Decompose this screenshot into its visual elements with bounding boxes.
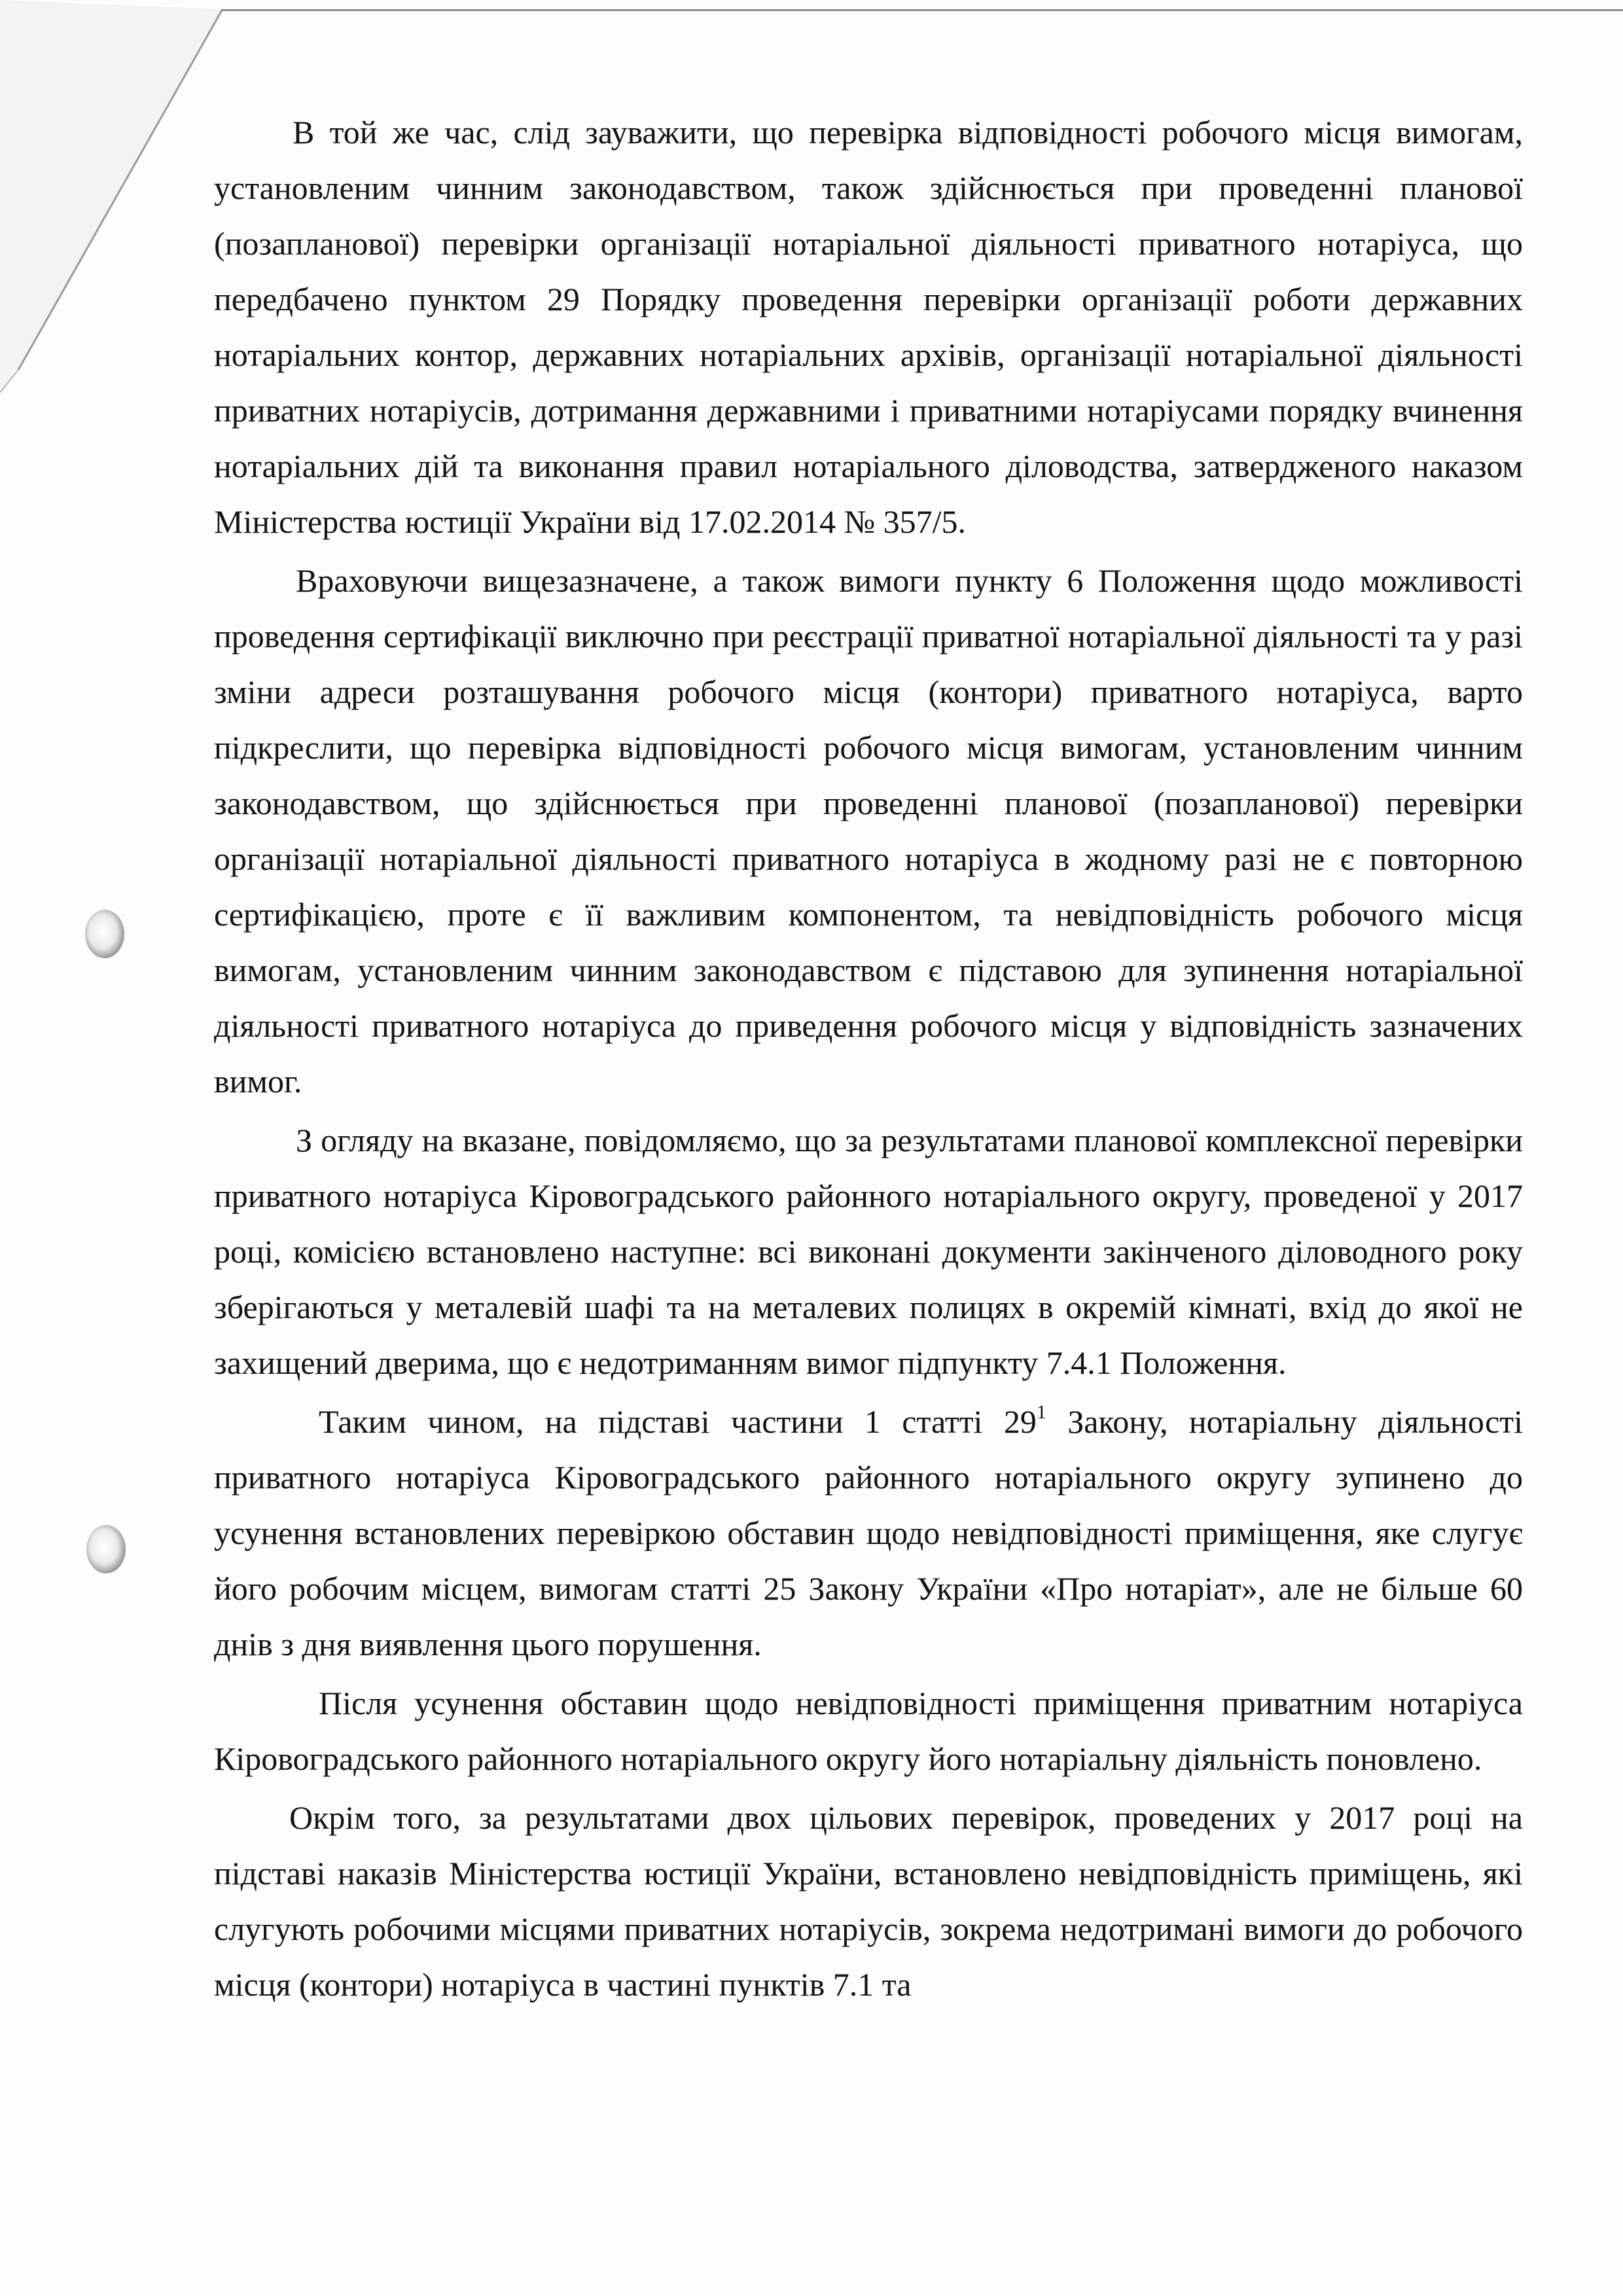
paragraph: В той же час, слід зауважити, що перевірка відповідності робочого місця вимогам, установленим чинним законодавством, також здійснюється при проведенні планової (позапланової) перевірки організації нотаріальної діяльності приватного нотаріуса, що передбачено пунктом 29 Порядку проведення перевірки організації роботи державних нотаріальних контор, державних нотаріальних архівів, організації нотаріальної діяльності приватних нотаріусів, дотримання державними і приватними нотаріусами порядку вчинення нотаріальних дій та виконання правил нотаріального діловодства, затвердженого наказом Міністерства юстиції України від 17.02.2014 № 357/5. [214,114,1523,540]
page-top-edge [223,9,1623,11]
punch-hole-lower [86,1525,126,1573]
paragraph: Після усунення обставин щодо невідповідності приміщення приватним нотаріуса Кіровоградського районного нотаріального округу його нотаріальну діяльність поновлено. [214,1685,1523,1777]
superscript-index: 1 [1036,1401,1046,1424]
document-body [214,105,1523,2013]
paragraph: Окрім того, за результатами двох цільових перевірок, проведених у 2017 році на підставі наказів Міністерства юстиції України, встановлено невідповідність приміщень, які слугують робочими місцями приватних нотаріусів, зокрема недотримані вимоги до робочого місця (контори) нотаріуса в частині пунктів 7.1 та [214,1799,1523,2003]
paragraph: З огляду на вказане, повідомляємо, що за результатами планової комплексної перевірки приватного нотаріуса Кіровоградського районного нотаріального округу, проведеної у 2017 році, комісією встановлено наступне: всі виконані документи закінченого діловодного року зберігаються у металевій шафі та на металевих полицях в окремій кімнаті, вхід до якої не захищений дверима, що є недотриманням вимог підпункту 7.4.1 Положення. [214,1122,1523,1381]
paragraph: Враховуючи вищезазначене, а також вимоги пункту 6 Положення щодо можливості проведення сертифікації виключно при реєстрації приватної нотаріальної діяльності та у разі зміни адреси розташування робочого місця (контори) приватного нотаріуса, варто підкреслити, що перевірка відповідності робочого місця вимогам, установленим чинним законодавством, що здійснюється при проведенні планової (позапланової) перевірки організації нотаріальної діяльності приватного нотаріуса в жодному разі не є повторною сертифікацією, проте є її важливим компонентом, та невідповідність робочого місця вимогам, установленим чинним законодавством є підставою для зупинення нотаріальної діяльності приватного нотаріуса до приведення робочого місця у відповідність зазначених вимог. [214,562,1523,1100]
folded-corner [0,0,236,393]
paragraph-text: Закону, нотаріальну діяльності приватного нотаріуса Кіровоградського районного нотаріального округу зупинено до усунення встановлених перевіркою обставин щодо невідповідності приміщення, яке слугує його робочим місцем, вимогам статті 25 Закону України «Про нотаріат», але не більше 60 днів з дня виявлення цього порушення. [214,1403,1523,1662]
paragraph-text: Таким чином, на підставі частини 1 статті 29 [319,1403,1037,1440]
paragraph [214,1394,1523,1672]
punch-hole-upper [85,910,124,958]
